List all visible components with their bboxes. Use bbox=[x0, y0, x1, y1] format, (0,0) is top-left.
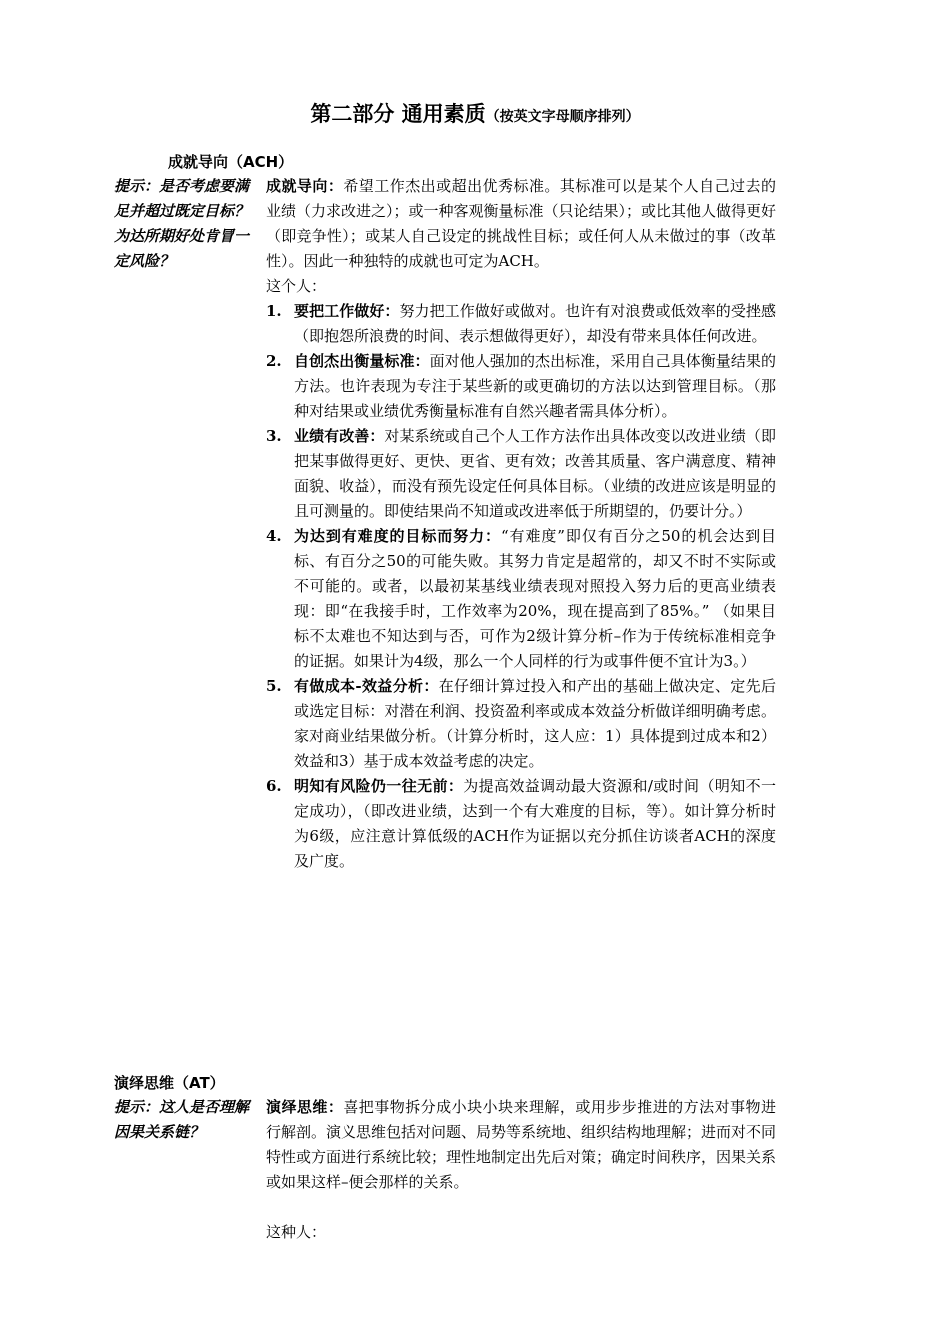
item-number: 2. bbox=[266, 352, 282, 370]
title-main: 第二部分 通用素质 bbox=[310, 102, 486, 126]
item-label: 要把工作做好： bbox=[294, 302, 400, 320]
item-number: 1. bbox=[266, 302, 282, 320]
level-item bbox=[266, 774, 776, 874]
intro-label: 演绎思维： bbox=[266, 1098, 344, 1116]
level-item bbox=[266, 299, 776, 349]
section-heading-at: 演绎思维（AT） bbox=[114, 1074, 225, 1092]
level-list bbox=[266, 299, 776, 874]
section-body-ach bbox=[266, 174, 776, 874]
item-number: 6. bbox=[266, 777, 282, 795]
item-text: 面对他人强加的杰出标准，采用自己具体衡量结果的方法。也许表现为专注于某些新的或更确切的方法以达到管理目标。（那种对结果或业绩优秀衡量标准有自然兴趣者需具体分析）。 bbox=[294, 352, 776, 420]
item-text: 对某系统或自己个人工作方法作出具体改变以改进业绩（即把某事做得更好、更快、更省、更有效；改善其质量、客户满意度、精神面貌、收益），而没有预先设定任何具体目标。（业绩的改进应该是明显的且可测量的。即使结果尚不知道或改进率低于所期望的，仍要计分。） bbox=[294, 427, 776, 520]
intro-label: 成就导向： bbox=[266, 177, 344, 195]
level-item bbox=[266, 524, 776, 674]
section-heading-ach: 成就导向（ACH） bbox=[168, 153, 294, 171]
item-label: 自创杰出衡量标准： bbox=[294, 352, 430, 370]
item-text: “有难度”即仅有百分之50的机会达到目标、有百分之50的可能失败。其努力肯定是超常的，却又不时不实际或不可能的。或者，以最初某基线业绩表现对照投入努力后的更高业绩表现：即“在我接手时，工作效率为20%，现在提高到了85%。” （如果目标不太难也不知达到与否，可作为2级计算分析–作为于传统标准相竞争的证据。如果计为4级，那么一个人同样的行为或事件便不宜计为3。） bbox=[294, 527, 776, 670]
page-title bbox=[0, 98, 950, 128]
level-item bbox=[266, 674, 776, 774]
item-label: 明知有风险仍一往无前： bbox=[294, 777, 464, 795]
item-text: 在仔细计算过投入和产出的基础上做决定、定先后或选定目标：对潜在利润、投资盈利率或成本效益分析做详细明确考虑。家对商业结果做分析。（计算分析时，这人应：1）具体提到过成本和2）效益和3）基于成本效益考虑的决定。 bbox=[294, 677, 776, 770]
intro-text: 喜把事物拆分成小块小块来理解，或用步步推进的方法对事物进行解剖。演义思维包括对问题、局势等系统地、组织结构地理解；进而对不同特性或方面进行系统比较；理性地制定出先后对策；确定时间秩序，因果关系或如果这样–便会那样的关系。 bbox=[266, 1098, 777, 1191]
item-label: 为达到有难度的目标而努力： bbox=[294, 527, 501, 545]
intro-paragraph bbox=[266, 174, 776, 274]
item-label: 业绩有改善： bbox=[294, 427, 385, 445]
item-number: 4. bbox=[266, 527, 282, 545]
section-body-at bbox=[266, 1095, 776, 1245]
hint-at: 提示：这人是否理解因果关系链？ bbox=[114, 1098, 250, 1141]
item-text: 努力把工作做好或做对。也许有对浪费或低效率的受挫感（即抱怨所浪费的时间、表示想做得更好），却没有带来具体任何改进。 bbox=[294, 302, 776, 345]
intro-paragraph bbox=[266, 1095, 776, 1195]
hint-ach: 提示：是否考虑要满足并超过既定目标？为达所期好处肯冒一定风险？ bbox=[114, 177, 250, 270]
this-person-label: 这种人： bbox=[266, 1223, 327, 1241]
level-item bbox=[266, 349, 776, 424]
this-person-label: 这个人： bbox=[266, 277, 327, 295]
title-subtitle: （按英文字母顺序排列） bbox=[485, 109, 640, 125]
item-number: 5. bbox=[266, 677, 282, 695]
item-label: 有做成本-效益分析： bbox=[294, 677, 439, 695]
intro-text: 希望工作杰出或超出优秀标准。其标准可以是某个人自己过去的业绩（力求改进之）；或一种客观衡量标准（只论结果）；或比其他人做得更好（即竞争性）；或某人自己设定的挑战性目标；或任何人从未做过的事（改革性）。因此一种独特的成就也可定为ACH。 bbox=[266, 177, 777, 270]
level-item bbox=[266, 424, 776, 524]
item-text: 为提高效益调动最大资源和/或时间（明知不一定成功），（即改进业绩，达到一个有大难度的目标，等）。如计算分析时为6级，应注意计算低级的ACH作为证据以充分抓住访谈者ACH的深度及广度。 bbox=[294, 777, 776, 870]
item-number: 3. bbox=[266, 427, 282, 445]
